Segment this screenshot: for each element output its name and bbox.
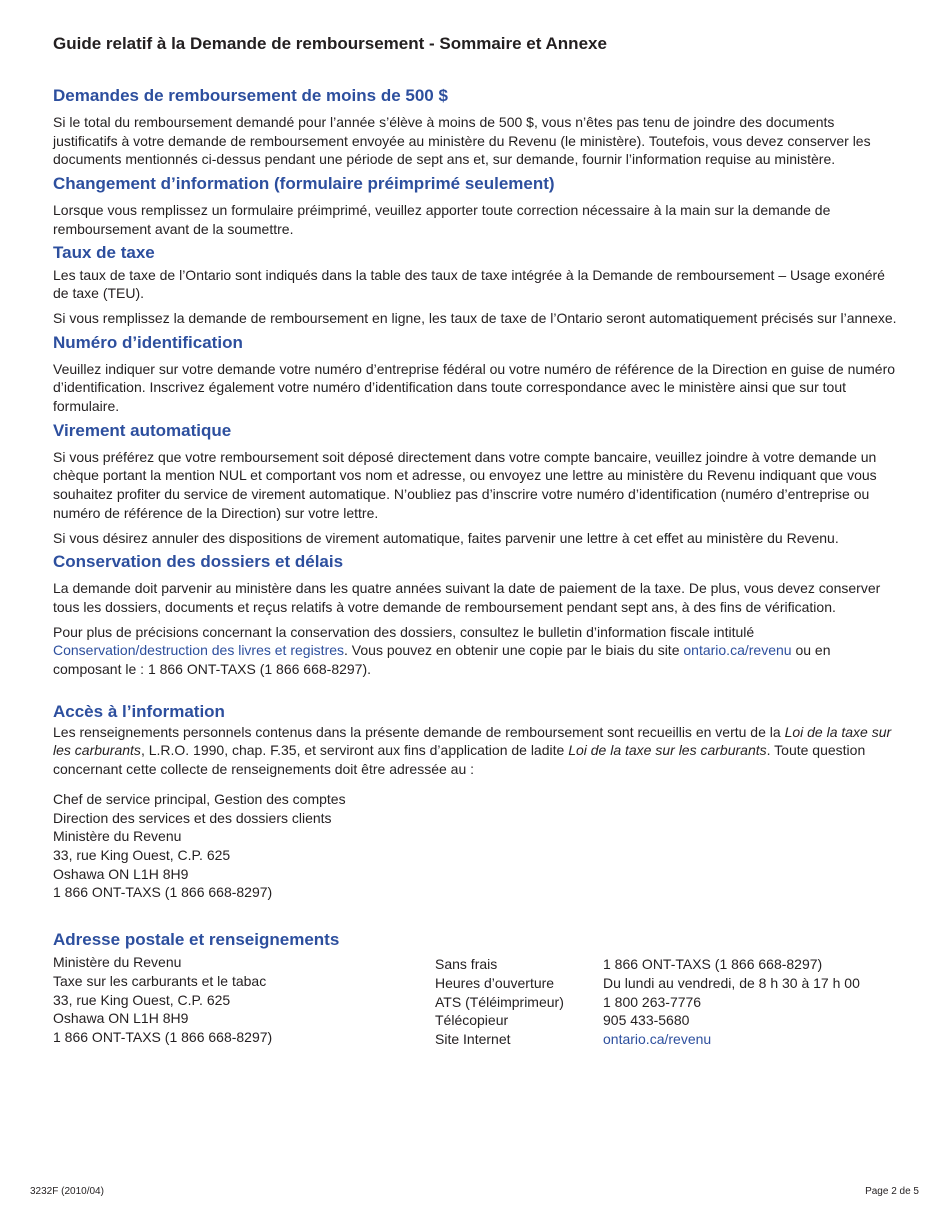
records-bulletin-link[interactable]: Conservation/destruction des livres et registres: [53, 642, 345, 659]
address-line: 33, rue King Ouest, C.P. 625: [53, 846, 231, 863]
contact-row-tty: [435, 993, 860, 1012]
heading-under-500: Demandes de remboursement de moins de 500 $: [53, 86, 448, 105]
address-line: Chef de service principal, Gestion des comptes: [53, 790, 346, 807]
page-title: Guide relatif à la Demande de remboursement - Sommaire et Annexe: [53, 34, 607, 53]
postal-address-line: Oshawa ON L1H 8H9: [53, 1010, 189, 1027]
address-line: Ministère du Revenu: [53, 828, 182, 845]
paragraph-id-number: Veuillez indiquer sur votre demande votre numéro d’entreprise fédéral ou votre numéro de référence de la Direction en guise de numéro d’identification. Inscrivez également votre numéro d’identification dans toute correspondance avec le ministère ainsi que sur tout formulaire.: [53, 360, 896, 415]
form-code: 3232F (2010/04): [30, 1186, 104, 1197]
address-line: Oshawa ON L1H 8H9: [53, 865, 189, 882]
heading-change-info: Changement d’information (formulaire préimprimé seulement): [53, 174, 555, 194]
contact-label: ATS (Téléimprimeur): [435, 993, 564, 1010]
access-text-b: , L.R.O. 1990, chap. F.35, et serviront aux fins d’application de ladite: [140, 742, 569, 759]
postal-address-line: Taxe sur les carburants et le tabac: [53, 972, 267, 989]
postal-address-line: Ministère du Revenu: [53, 954, 182, 971]
contact-label: Télécopieur: [435, 1012, 509, 1029]
paragraph-change-info: Lorsque vous remplissez un formulaire préimprimé, veuillez apporter toute correction nécessaire à la main sur la demande de remboursement avant de la soumettre.: [53, 202, 831, 237]
contact-value: 905 433-5680: [603, 1012, 690, 1029]
access-address: [53, 790, 898, 902]
access-law-name-1: Loi de la taxe sur les carburants: [53, 723, 892, 759]
contact-value: 1 866 ONT-TAXS (1 866 668-8297): [603, 956, 823, 973]
contact-value: Du lundi au vendredi, de 8 h 30 à 17 h 00: [603, 974, 860, 991]
address-line: Direction des services et des dossiers clients: [53, 809, 332, 826]
contact-label: Sans frais: [435, 956, 498, 973]
paragraph-direct-deposit-2: Si vous désirez annuler des dispositions de virement automatique, faites parvenir une lettre à cet effet au ministère du Revenu.: [53, 529, 839, 546]
access-text-c: . Toute question concernant cette collecte de renseignements doit être adressée au :: [53, 742, 866, 778]
contact-table: [435, 955, 860, 1049]
paragraph-tax-rate-1: Les taux de taxe de l’Ontario sont indiqués dans la table des taux de taxe intégrée à la Demande de remboursement – Usage exonéré de taxe (TEU).: [53, 266, 885, 302]
contact-row-website: [435, 1030, 860, 1049]
ontario-revenu-link[interactable]: ontario.ca/revenu: [683, 642, 792, 659]
records-text-a: Pour plus de précisions concernant la conservation des dossiers, consultez le bulletin d’information fiscale intitulé: [53, 623, 755, 640]
heading-postal: Adresse postale et renseignements: [53, 930, 340, 950]
page-number: Page 2 de 5: [865, 1186, 919, 1197]
address-line: 1 866 ONT-TAXS (1 866 668-8297): [53, 884, 273, 901]
heading-direct-deposit: Virement automatique: [53, 420, 232, 440]
document-body: [53, 85, 898, 1053]
postal-address-line: 33, rue King Ouest, C.P. 625: [53, 991, 231, 1008]
heading-access: Accès à l’information: [53, 701, 225, 721]
postal-address-line: 1 866 ONT-TAXS (1 866 668-8297): [53, 1028, 273, 1045]
contact-label: Heures d’ouverture: [435, 974, 555, 991]
contact-row-hours: [435, 974, 860, 993]
heading-tax-rate: Taux de taxe: [53, 242, 155, 262]
paragraph-under-500: Si le total du remboursement demandé pour l’année s’élève à moins de 500 $, vous n’êtes pas tenu de joindre des documents justificatifs à votre demande de remboursement envoyée au ministère du Revenu (le ministère). Toutefois, vous devez conserver les documents mentionnés ci-dessus pendant une période de sept ans et, sur demande, fournir l’information requise au ministère.: [53, 114, 871, 168]
paragraph-tax-rate-2: Si vous remplissez la demande de remboursement en ligne, les taux de taxe de l’Ontario seront automatiquement précisés sur l’annexe.: [53, 309, 897, 326]
heading-records: Conservation des dossiers et délais: [53, 552, 344, 572]
access-text-a: Les renseignements personnels contenus dans la présente demande de remboursement sont recueillis en vertu de la: [53, 723, 785, 740]
heading-id-number: Numéro d’identification: [53, 332, 243, 352]
paragraph-records-2: [53, 623, 898, 679]
paragraph-direct-deposit-1: Si vous préférez que votre remboursement soit déposé directement dans votre compte bancaire, veuillez joindre à votre demande un chèque portant la mention NUL et comportant vos nom et adresse, ou envoyez une lettre au ministère du Revenu indiquant que vous souhaitez profiter du service de virement automatique. N’oubliez pas d’inscrire votre numéro d’identification (numéro d’entreprise ou numéro de référence de la Direction) sur votre lettre.: [53, 448, 877, 521]
contact-label: Site Internet: [435, 1030, 511, 1047]
records-text-c: ou en composant le : 1 866 ONT-TAXS (1 866 668-8297).: [53, 642, 831, 678]
paragraph-access: [53, 723, 898, 779]
postal-info: [53, 953, 898, 1053]
website-link[interactable]: ontario.ca/revenu: [603, 1030, 712, 1047]
postal-address: [53, 953, 272, 1047]
access-law-name-2: Loi de la taxe sur les carburants: [568, 742, 767, 759]
records-text-b: . Vous pouvez en obtenir une copie par le biais du site: [344, 642, 684, 659]
contact-row-fax: [435, 1011, 860, 1030]
paragraph-records-1: La demande doit parvenir au ministère dans les quatre années suivant la date de paiement de la taxe. De plus, vous devez conserver tous les dossiers, documents et reçus relatifs à votre demande de remboursement pendant sept ans, à des fins de vérification.: [53, 580, 881, 615]
contact-row-toll-free: [435, 955, 860, 974]
contact-value: 1 800 263-7776: [603, 993, 702, 1010]
